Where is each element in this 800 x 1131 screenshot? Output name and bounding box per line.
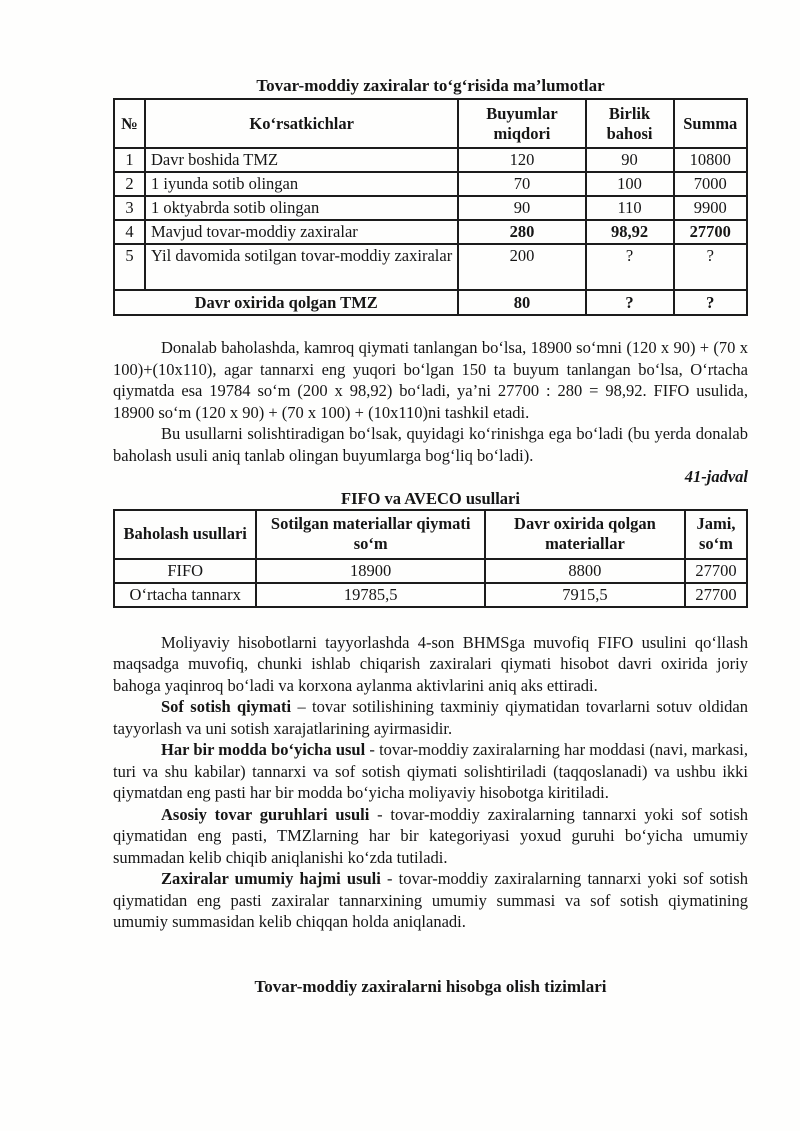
paragraph-har-bir-modda (113, 739, 748, 804)
row-qty: 90 (458, 196, 585, 220)
table2-header-total: Jami, so‘m (685, 510, 747, 559)
row-no: 5 (114, 244, 145, 290)
table1-header-indicator: Ko‘rsatkichlar (145, 99, 458, 148)
bottom-section-title: Tovar-moddiy zaxiralarni hisobga olish tizimlari (254, 976, 607, 996)
table2-header-method: Baholash usullari (114, 510, 256, 559)
table-number-label: 41-jadval (684, 467, 748, 486)
row-indicator: Mavjud tovar-moddiy zaxiralar (145, 220, 458, 244)
row-unit-price: 90 (586, 148, 674, 172)
table1-header-row (114, 99, 747, 148)
row-sold: 19785,5 (256, 583, 485, 607)
table2-header-row (114, 510, 747, 559)
paragraph-rest: – tovar sotilishining taxminiy qiymatidan tovarlarni sotuv oldidan tayyorlash va uni sotish xarajatlarining ayirmasidir. (113, 697, 748, 738)
paragraph-lead: Asosiy tovar guruhlari usuli (161, 804, 370, 824)
row-sum: 10800 (674, 148, 747, 172)
row-indicator: 1 iyunda sotib olingan (145, 172, 458, 196)
footer-qty: 80 (458, 290, 585, 315)
row-sum: ? (674, 244, 747, 290)
table-row (114, 559, 747, 583)
row-unit-price: 100 (586, 172, 674, 196)
row-no: 2 (114, 172, 145, 196)
paragraph-lead: Har bir modda bo‘yicha usul (161, 740, 366, 759)
paragraph-sof-sotish (113, 696, 748, 739)
row-qty: 280 (458, 220, 585, 244)
footer-label: Davr oxirida qolgan TMZ (114, 290, 458, 315)
row-sum: 9900 (674, 196, 747, 220)
row-qty: 120 (458, 148, 585, 172)
paragraph-donalab: Donalab baholashda, kamroq qiymati tanlangan bo‘lsa, 18900 so‘mni (120 x 90) + (70 x 100)+(10x110), agar tannarxi eng yuqori bo‘lgan 150 ta buyum tanlangan bo‘lsa, O‘rtacha qiymatda esa 19784 so‘m (200 x 98,92) bo‘ladi, ya’ni 27700 : 280 = 98,92. FIFO usulida, 18900 so‘m (120 x 90) + (70 x 100) + (10x110)ni tashkil etadi. (113, 338, 748, 422)
table1-title: Tovar-moddiy zaxiralar to‘g‘risida ma’lumotlar (256, 76, 605, 95)
row-remaining: 7915,5 (485, 583, 685, 607)
row-sold: 18900 (256, 559, 485, 583)
row-no: 1 (114, 148, 145, 172)
table1-header-sum: Summa (674, 99, 747, 148)
row-no: 4 (114, 220, 145, 244)
paragraph-zaxiralar-umumiy (113, 868, 748, 933)
table-row (114, 148, 747, 172)
row-indicator: Davr boshida TMZ (145, 148, 458, 172)
table2-header-remaining: Davr oxirida qolgan materiallar (485, 510, 685, 559)
table2-header-sold: Sotilgan materiallar qiymati so‘m (256, 510, 485, 559)
row-indicator: Yil davomida sotilgan tovar-moddiy zaxiralar (145, 244, 458, 290)
paragraph-rest: - tovar-moddiy zaxiralarning tannarxi yoki sof sotish qiymatidan eng pasti, TMZlarning har bir kategoriyasi yoxud guruhi bo‘yicha umumiy summadan kelib chiqib aniqlanishi ko‘zda tutiladi. (113, 804, 748, 867)
paragraph-lead: Zaxiralar umumiy hajmi usuli (161, 869, 381, 888)
row-no: 3 (114, 196, 145, 220)
footer-sum: ? (674, 290, 747, 315)
inventory-data-table (113, 98, 748, 316)
row-sum: 7000 (674, 172, 747, 196)
paragraph-rest: - tovar-moddiy zaxiralarning tannarxi yoki sof sotish qiymatidan eng pasti zaxiralar tannarxining umumiy summasi va sof sotish qiymatining umumiy summasidan kelib chiqqan holda aniqlanadi. (113, 869, 748, 931)
fifo-aveco-table (113, 509, 748, 608)
paragraph-rest: - tovar-moddiy zaxiralarning har moddasi (navi, markasi, turi va shu kabilar) tannarxi va sof sotish qiymati solishtiriladi (taqqoslanadi) va ushbu ikki qiymatdan eng pasti har bir modda bo‘yicha moliyaviy hisobotga kiritiladi. (113, 740, 748, 802)
row-method: FIFO (114, 559, 256, 583)
paragraph-asosiy-tovar (113, 804, 748, 869)
table-row (114, 220, 747, 244)
footer-unit-price: ? (586, 290, 674, 315)
row-qty: 70 (458, 172, 585, 196)
paragraph-moliyaviy: Moliyaviy hisobotlarni tayyorlashda 4-son BHMSga muvofiq FIFO usulini qo‘llash maqsadga muvofiq, chunki ishlab chiqarish zaxiralari qiymati hisobot davri oxirida joriy bahoga yaqinroq bo‘ladi va korxona aylanma aktivlarini aniq aks ettiradi. (113, 632, 748, 695)
table-row (114, 244, 747, 290)
table1-footer-row (114, 290, 747, 315)
row-remaining: 8800 (485, 559, 685, 583)
row-total: 27700 (685, 559, 747, 583)
row-unit-price: 110 (586, 196, 674, 220)
table1-header-qty: Buyumlar miqdori (458, 99, 585, 148)
table1-header-unit-price: Birlik bahosi (586, 99, 674, 148)
table2-title: FIFO va AVECO usullari (341, 488, 520, 508)
paragraph-lead: Sof sotish qiymati (161, 697, 292, 716)
row-sum: 27700 (674, 220, 747, 244)
row-total: 27700 (685, 583, 747, 607)
table-row (114, 583, 747, 607)
table-row (114, 172, 747, 196)
row-unit-price: ? (586, 244, 674, 290)
table1-header-no: № (114, 99, 145, 148)
row-unit-price: 98,92 (586, 220, 674, 244)
row-qty: 200 (458, 244, 585, 290)
row-method: O‘rtacha tannarx (114, 583, 256, 607)
table-row (114, 196, 747, 220)
paragraph-bu-usullarni: Bu usullarni solishtiradigan bo‘lsak, quyidagi ko‘rinishga ega bo‘ladi (bu yerda donalab baholash usuli aniq tanlab olingan buyumlarga bog‘liq bo‘ladi). (113, 424, 748, 465)
row-indicator: 1 oktyabrda sotib olingan (145, 196, 458, 220)
